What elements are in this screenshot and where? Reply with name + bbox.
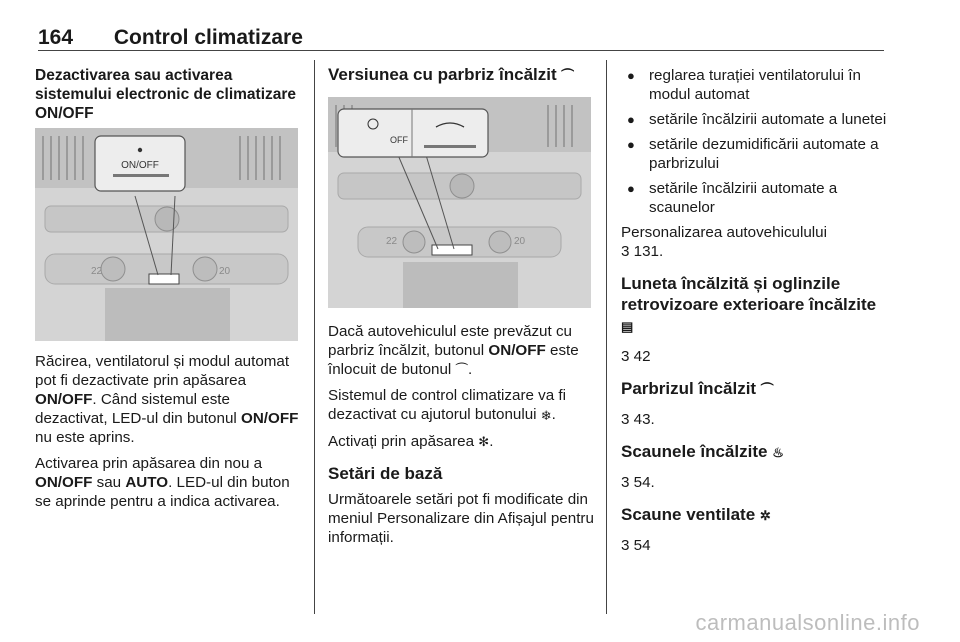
heated-seat-icon: ♨ bbox=[772, 445, 784, 461]
ventilated-seat-icon: ✲ bbox=[759, 508, 771, 524]
paragraph-activate-climate: Activați prin apăsarea ✻. bbox=[328, 432, 494, 450]
page-number: 164 bbox=[38, 26, 74, 49]
ref-rear-window: 3 42 bbox=[621, 348, 651, 366]
section-heading-basic-settings: Setări de bază bbox=[328, 464, 443, 484]
ref-heated-windscreen: 3 43. bbox=[621, 411, 655, 429]
column-divider-2 bbox=[606, 60, 607, 614]
heated-windscreen-icon: ⏜ bbox=[561, 68, 574, 84]
paragraph-basic-settings: Următoarele setări pot fi modificate din meniul Personalizare din Afișajul pentru informații. bbox=[328, 491, 594, 547]
list-item: ● setările încălzirii automate a lunetei bbox=[621, 110, 889, 129]
heated-windscreen-icon: ⏜ bbox=[760, 382, 774, 398]
svg-text:20: 20 bbox=[514, 236, 526, 247]
heated-windscreen-icon: ⏜ bbox=[455, 362, 468, 378]
column-2-body bbox=[328, 322, 596, 547]
column-1-body bbox=[35, 352, 300, 511]
svg-text:22: 22 bbox=[91, 266, 103, 277]
paragraph-activate: Activarea prin apăsarea din nou a ON/OFF sau AUTO. LED-ul din buton se aprinde pentru a indica activarea. bbox=[35, 455, 290, 510]
paragraph-heated-windscreen: Dacă autovehiculul este prevăzut cu parbriz încălzit, butonul ON/OFF este înlocuit de butonul ⏜. bbox=[328, 323, 579, 378]
ref-ventilated-seats: 3 54 bbox=[621, 537, 651, 555]
figure-onoff-label: ON/OFF bbox=[121, 160, 159, 171]
svg-text:20: 20 bbox=[219, 266, 231, 277]
list-item: ● setările dezumidificării automate a parbrizului bbox=[621, 135, 889, 173]
ref-heated-seats: 3 54. bbox=[621, 474, 655, 492]
column-2-heading-wrap bbox=[328, 64, 598, 86]
heading-ventilated-seats: Scaune ventilate ✲ bbox=[621, 504, 889, 526]
column-1 bbox=[35, 66, 300, 123]
figure-windscreen-button bbox=[328, 97, 591, 308]
figure-off-label: OFF bbox=[390, 135, 408, 145]
svg-text:22: 22 bbox=[386, 236, 398, 247]
paragraph-deactivate: Răcirea, ventilatorul și modul automat pot fi dezactivate prin apăsarea ON/OFF. Când sistemul este dezactivat, LED-ul din butonul ON/OFF nu este aprins. bbox=[35, 353, 299, 446]
rear-window-heat-icon: ▤ bbox=[621, 319, 634, 335]
personalize-text: Personalizarea autovehiculului bbox=[621, 224, 828, 241]
heading-heated-seats: Scaunele încălzite ♨ bbox=[621, 441, 889, 463]
paragraph-deactivate-climate: Sistemul de control climatizare va fi dezactivat cu ajutorul butonului ❄. bbox=[328, 387, 567, 424]
settings-list bbox=[621, 66, 889, 217]
heading-heated-windscreen: Parbrizul încălzit ⏜ bbox=[621, 378, 889, 400]
fan-icon: ✻ bbox=[478, 434, 490, 450]
column-divider-1 bbox=[314, 60, 315, 614]
header-rule bbox=[38, 50, 884, 51]
watermark: carmanualsonline.info bbox=[695, 610, 920, 635]
page-header bbox=[38, 26, 303, 50]
personalize-ref: 3 131. bbox=[621, 243, 664, 260]
heading-rear-window: Luneta încălzită și oglinzile retrovizoare exterioare încălzite ▤ bbox=[621, 273, 889, 337]
page-title: Control climatizare bbox=[113, 26, 303, 49]
section-heading-heated-windscreen: Versiunea cu parbriz încălzit ⏜ bbox=[328, 64, 598, 86]
section-heading-onoff: Dezactivarea sau activarea sistemului electronic de climatizare ON/OFF bbox=[35, 67, 297, 122]
list-item: ● setările încălzirii automate a scaunelor bbox=[621, 179, 889, 217]
fan-off-icon: ❄ bbox=[540, 407, 552, 423]
list-item: ● reglarea turației ventilatorului în modul automat bbox=[621, 66, 889, 104]
figure-onoff-button bbox=[35, 128, 298, 341]
column-3 bbox=[621, 66, 889, 555]
